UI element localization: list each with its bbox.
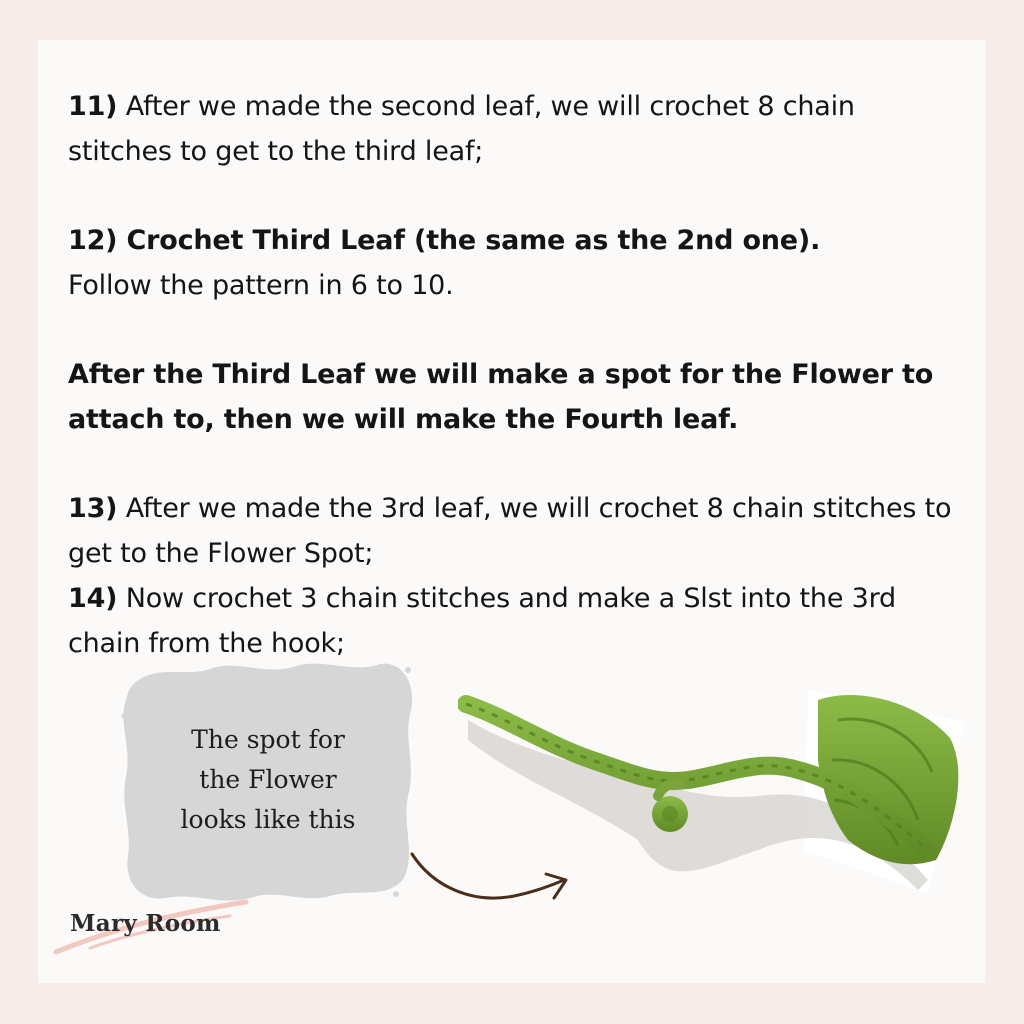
step-12-text: Follow the pattern in 6 to 10. (68, 270, 454, 301)
callout-blob (118, 656, 418, 904)
step-11 (68, 84, 958, 174)
step-11-number: 11) (68, 91, 118, 122)
step-12 (68, 218, 958, 308)
crochet-photo (458, 680, 968, 920)
step-12-heading: 12) Crochet Third Leaf (the same as the 2nd one). (68, 225, 821, 256)
callout-line-2: the Flower (199, 765, 337, 794)
flower-spot-note-text: After the Third Leaf we will make a spot for the Flower to attach to, then we will make the Fourth leaf. (68, 359, 934, 435)
step-11-text: After we made the second leaf, we will crochet 8 chain stitches to get to the third leaf; (68, 91, 855, 167)
callout-text (118, 720, 418, 840)
step-14 (68, 576, 958, 666)
content-card (38, 40, 985, 983)
step-14-text: Now crochet 3 chain stitches and make a Slst into the 3rd chain from the hook; (68, 583, 896, 659)
brand-logo: Mary Room (70, 910, 221, 937)
step-13-number: 13) (68, 493, 118, 524)
step-13-text: After we made the 3rd leaf, we will crochet 8 chain stitches to get to the Flower Spot; (68, 493, 952, 569)
step-13 (68, 486, 958, 576)
instructions (68, 84, 958, 666)
callout-line-1: The spot for (191, 725, 345, 754)
callout-line-3: looks like this (180, 805, 356, 834)
flower-spot-note (68, 352, 958, 442)
step-14-number: 14) (68, 583, 118, 614)
